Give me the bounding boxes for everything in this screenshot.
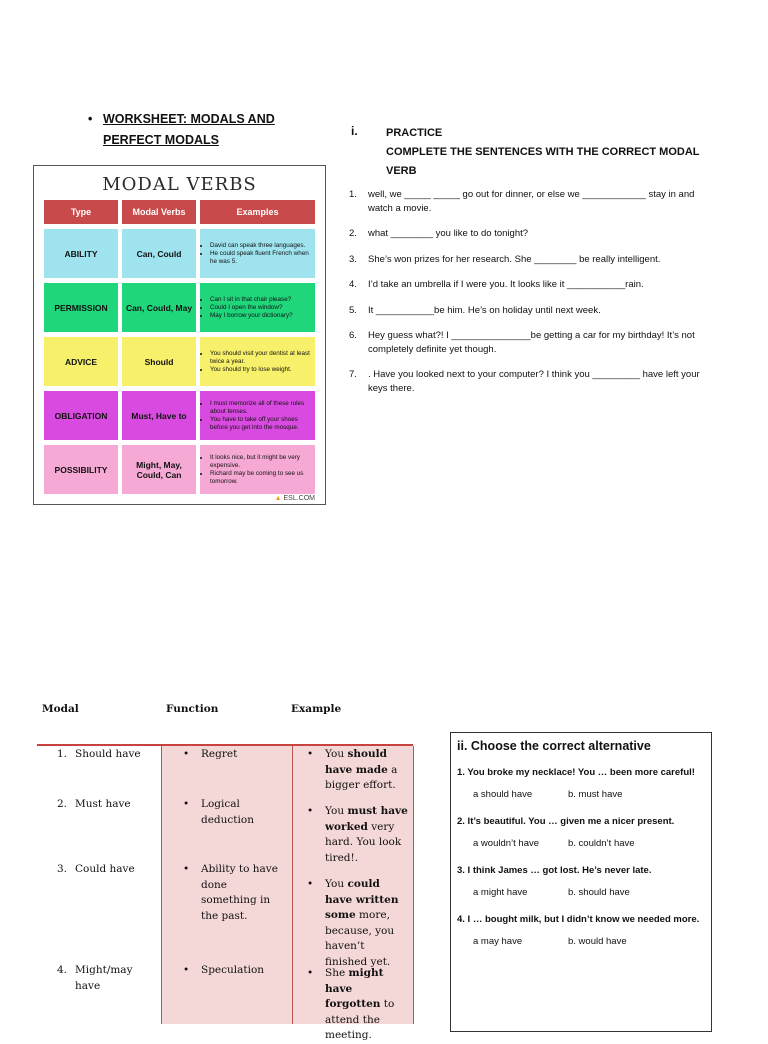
example-modal-phrase: must have worked	[325, 805, 408, 833]
worksheet-title-block	[88, 109, 318, 151]
practice-item	[349, 329, 709, 356]
modal-cell	[57, 797, 157, 813]
examples-cell	[200, 229, 315, 278]
example-cell	[307, 747, 409, 794]
practice-item-text: Hey guess what?! I _______________be getting a car for my birthday! It’s not completely definite yet though.	[368, 330, 695, 355]
example-cell	[307, 966, 409, 1044]
practice-item-number: 1.	[349, 189, 357, 200]
function-text: Logical deduction	[201, 798, 254, 826]
infographic-row	[44, 337, 315, 386]
bullet: •	[183, 798, 190, 810]
option-b[interactable]: b. couldn’t have	[568, 838, 635, 849]
practice-item	[349, 253, 709, 267]
example-modal-phrase: should have made	[325, 748, 388, 776]
esl-logo: ▲ ESL.COM	[274, 495, 315, 502]
example-item: • David can speak three languages.	[210, 242, 312, 250]
infographic-row	[44, 229, 315, 278]
function-cell	[183, 963, 283, 979]
question-text: 4. I … bought milk, but I didn’t know we needed more.	[457, 914, 700, 925]
modal-verbs-cell: Might, May, Could, Can	[122, 445, 196, 494]
example-item: • He could speak fluent French when he was 5.	[210, 250, 312, 266]
option-b[interactable]: b. must have	[568, 789, 623, 800]
practice-item-text: . Have you looked next to your computer? I think you _________ have left your keys there.	[368, 369, 700, 394]
function-text: Ability to have done something in the past.	[201, 863, 278, 922]
practice-item-number: 6.	[349, 330, 357, 341]
examples-list	[203, 296, 293, 320]
answer-options	[473, 789, 705, 800]
example-text: She might have forgotten to attend the meeting.	[325, 967, 395, 1041]
bullet: •	[307, 748, 314, 760]
question-text: 3. I think James … got lost. He’s never late.	[457, 865, 652, 876]
logo-text: ESL.COM	[283, 495, 315, 502]
modal-name: Must have	[75, 798, 131, 810]
choose-box	[450, 732, 712, 1032]
practice-list	[349, 188, 709, 407]
modal-verbs-cell: Should	[122, 337, 196, 386]
modal-name: Could have	[75, 863, 135, 875]
option-a[interactable]: a may have	[473, 936, 523, 947]
practice-item-number: 5.	[349, 304, 357, 316]
infographic-table	[44, 200, 315, 499]
option-a[interactable]: a wouldn’t have	[473, 838, 540, 849]
worksheet-title: WORKSHEET: MODALS AND PERFECT MODALS	[103, 112, 275, 147]
header-modal-verbs: Modal Verbs	[122, 200, 196, 224]
column-header-function: Function	[166, 703, 219, 715]
bullet: •	[183, 748, 190, 760]
modal-number: 4.	[57, 964, 68, 976]
modal-number: 2.	[57, 798, 68, 810]
option-a[interactable]: a might have	[473, 887, 528, 898]
type-cell: POSSIBILITY	[44, 445, 118, 494]
practice-item	[349, 227, 709, 241]
example-text: You could have written some more, because, you haven’t finished yet.	[325, 878, 399, 968]
example-item: • Could I open the window?	[210, 304, 293, 312]
practice-heading: PRACTICE	[386, 127, 443, 139]
example-text: You should have made a bigger effort.	[325, 748, 398, 791]
practice-item	[349, 368, 709, 395]
example-item: • You have to take off your shoes before you get into the mosque.	[210, 416, 312, 432]
modal-verbs-infographic	[33, 165, 326, 505]
bullet: •	[183, 863, 190, 875]
infographic-row	[44, 391, 315, 440]
modal-name: Should have	[75, 748, 141, 760]
practice-item-text: what ________ you like to do tonight?	[368, 228, 529, 239]
answer-options	[473, 838, 705, 849]
modal-name: Might/may have	[75, 964, 133, 992]
infographic-title: MODAL VERBS	[102, 174, 257, 195]
practice-heading-block	[386, 124, 716, 181]
practice-numeral: i.	[351, 124, 358, 138]
bullet: •	[307, 878, 314, 890]
examples-cell	[200, 283, 315, 332]
modal-number: 3.	[57, 863, 68, 875]
bullet: •	[307, 805, 314, 817]
modal-verbs-cell: Must, Have to	[122, 391, 196, 440]
examples-list	[203, 454, 312, 486]
choose-title: ii. Choose the correct alternative	[457, 739, 651, 753]
bullet: •	[88, 112, 93, 126]
modal-cell	[57, 963, 157, 994]
example-item: • May I borrow your dictionary?	[210, 312, 293, 320]
modal-cell	[57, 862, 157, 878]
examples-cell	[200, 391, 315, 440]
type-cell: ADVICE	[44, 337, 118, 386]
practice-item-number: 3.	[349, 253, 357, 265]
examples-list	[203, 242, 312, 266]
modal-verbs-cell: Can, Could	[122, 229, 196, 278]
example-item: • You should try to lose weight.	[210, 366, 312, 374]
practice-item	[349, 304, 709, 318]
example-modal-phrase: could have written some	[325, 878, 399, 921]
examples-list	[203, 400, 312, 432]
practice-item-number: 2.	[349, 228, 357, 239]
practice-item-text: It ___________be him. He’s on holiday until next week.	[368, 304, 601, 316]
infographic-header-row	[44, 200, 315, 224]
type-cell: PERMISSION	[44, 283, 118, 332]
option-a[interactable]: a should have	[473, 789, 533, 800]
example-item: • You should visit your dentist at least twice a year.	[210, 350, 312, 366]
practice-instruction: COMPLETE THE SENTENCES WITH THE CORRECT MODAL VERB	[386, 146, 700, 177]
modal-verbs-cell: Can, Could, May	[122, 283, 196, 332]
practice-item-text: She’s won prizes for her research. She ________ be really intelligent.	[368, 253, 661, 265]
examples-cell	[200, 337, 315, 386]
bullet: •	[307, 967, 314, 979]
column-header-modal: Modal	[42, 703, 79, 715]
practice-item-number: 4.	[349, 279, 357, 290]
option-b[interactable]: b. would have	[568, 936, 627, 947]
function-cell	[183, 747, 283, 763]
practice-item	[349, 278, 709, 292]
modal-cell	[57, 747, 157, 763]
function-text: Speculation	[201, 964, 265, 976]
practice-item-text: well, we _____ _____ go out for dinner, or else we ____________ stay in and watch a movie.	[368, 189, 695, 214]
column-header-example: Example	[291, 703, 342, 715]
header-examples: Examples	[200, 200, 315, 224]
type-cell: ABILITY	[44, 229, 118, 278]
header-type: Type	[44, 200, 118, 224]
answer-options	[473, 887, 705, 898]
bullet: •	[183, 964, 190, 976]
infographic-row	[44, 283, 315, 332]
infographic-row	[44, 445, 315, 494]
function-text: Regret	[201, 748, 238, 760]
question-text: 2. It’s beautiful. You … given me a nicer present.	[457, 816, 675, 827]
example-item: • It looks nice, but it might be very expensive.	[210, 454, 312, 470]
example-cell	[307, 804, 409, 866]
practice-item	[349, 188, 709, 215]
answer-options	[473, 936, 705, 947]
function-cell	[183, 797, 283, 828]
example-text: You must have worked very hard. You look tired!.	[325, 805, 408, 864]
practice-item-number: 7.	[349, 369, 357, 380]
modal-number: 1.	[57, 748, 68, 760]
example-item: • Richard may be coming to see us tomorrow.	[210, 470, 312, 486]
type-cell: OBLIGATION	[44, 391, 118, 440]
example-modal-phrase: might have forgotten	[325, 967, 384, 1010]
example-item: • I must memorize all of these rules about tenses.	[210, 400, 312, 416]
example-cell	[307, 877, 409, 970]
function-cell	[183, 862, 283, 924]
examples-list	[203, 350, 312, 374]
practice-item-text: I’d take an umbrella if I were you. It looks like it ___________rain.	[368, 279, 644, 290]
example-item: • Can I sit in that chair please?	[210, 296, 293, 304]
option-b[interactable]: b. should have	[568, 887, 630, 898]
examples-cell	[200, 445, 315, 494]
question-text: 1. You broke my necklace! You … been more careful!	[457, 767, 695, 778]
